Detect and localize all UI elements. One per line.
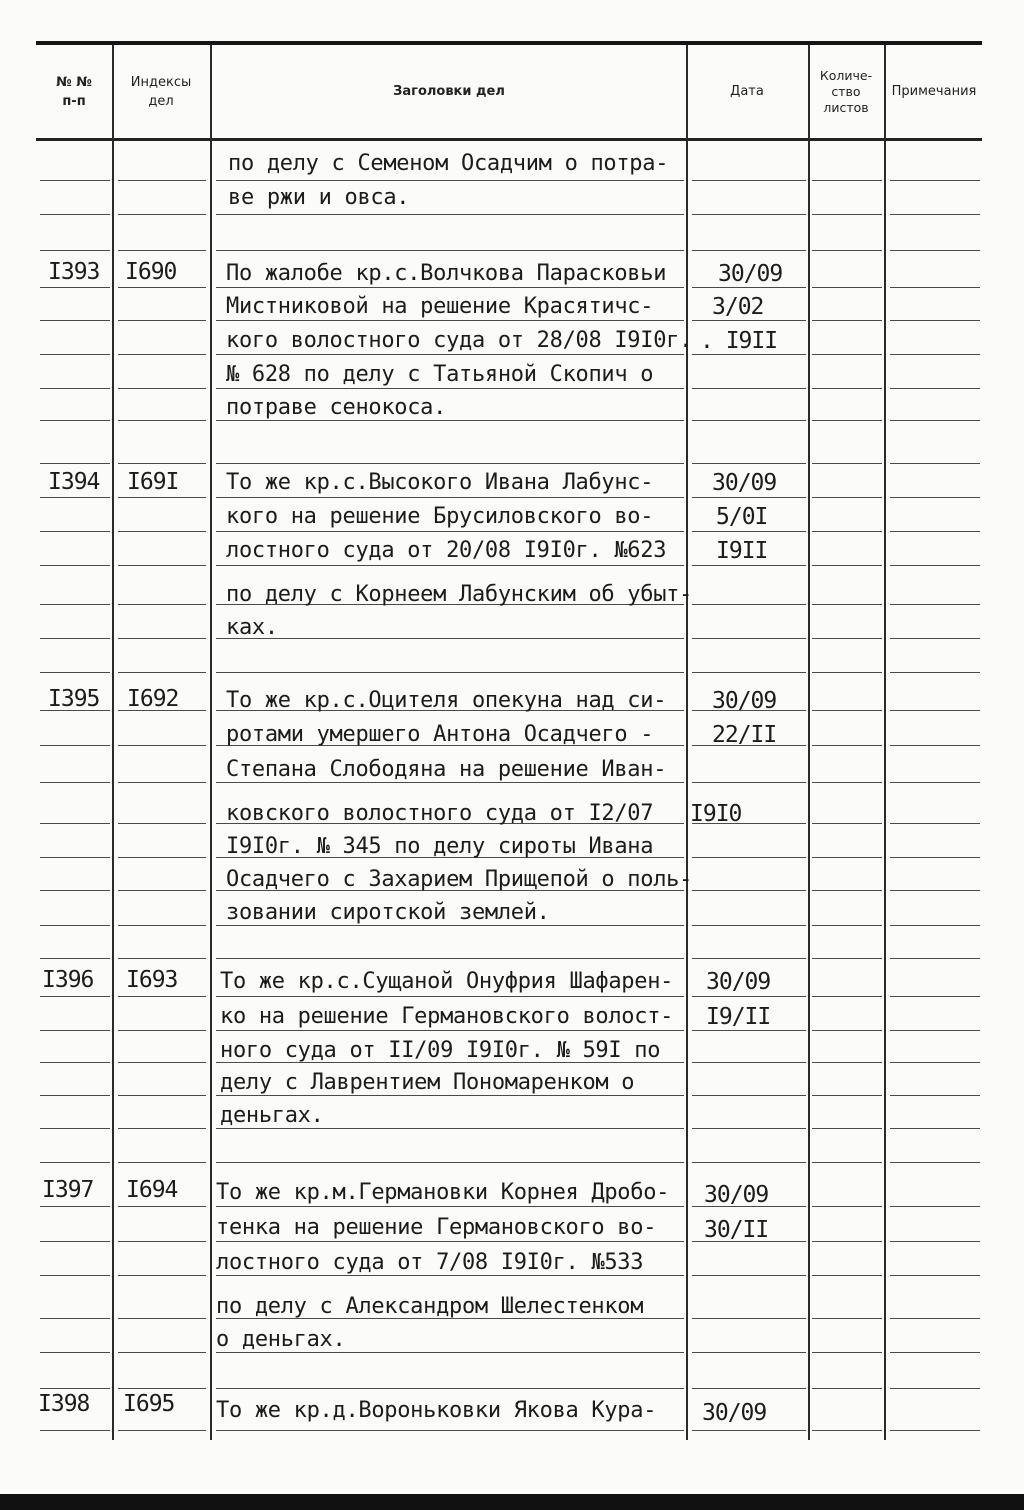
ruled-line (812, 565, 882, 566)
ruled-line (40, 672, 110, 673)
ruled-line (118, 638, 206, 639)
entry-title-line: деньгах. (220, 1103, 324, 1128)
ruled-line (118, 531, 206, 532)
ruled-line (118, 214, 206, 215)
header-number-line2: п-п (62, 93, 86, 109)
entry-title-line: ко на решение Германовского волост- (220, 1004, 674, 1029)
entry-index: I694 (126, 1177, 178, 1203)
header-index (113, 45, 209, 138)
entry-title-line: ках. (226, 615, 278, 640)
entry-title-line: То же кр.м.Германовки Корнея Дробо- (216, 1180, 670, 1205)
entry-number: I398 (38, 1391, 90, 1417)
ruled-line (812, 420, 882, 421)
ruled-line (118, 823, 206, 824)
ruled-line (812, 1275, 882, 1276)
ruled-line (692, 388, 806, 389)
header-index-line1: Индексы (130, 74, 192, 90)
ruled-line (812, 672, 882, 673)
ruled-line (118, 925, 206, 926)
ruled-line (118, 1388, 206, 1389)
entry-title-line: зовании сиротской землей. (226, 900, 550, 925)
entry-title-line: кого на решение Брусиловского во- (226, 504, 654, 529)
ruled-line (118, 565, 206, 566)
scan-bottom-edge (0, 1494, 1024, 1510)
entry-index: I692 (127, 686, 179, 712)
ruled-line (216, 531, 684, 532)
ruled-line (812, 1206, 882, 1207)
ruled-line (40, 890, 110, 891)
ruled-line (40, 354, 110, 355)
ruled-line (890, 354, 980, 355)
ruled-line (216, 638, 684, 639)
ruled-line (812, 1241, 882, 1242)
ruled-line (40, 823, 110, 824)
header-date-label: Дата (730, 84, 764, 99)
ruled-line (40, 1318, 110, 1319)
ruled-line (692, 604, 806, 605)
ruled-line (890, 287, 980, 288)
ruled-line (692, 1318, 806, 1319)
ruled-line (692, 354, 806, 355)
ruled-line (692, 1275, 806, 1276)
ruled-line (890, 996, 980, 997)
entry-index: I695 (123, 1391, 175, 1417)
ruled-line (216, 996, 684, 997)
ruled-line (692, 672, 806, 673)
entry-number: I396 (42, 967, 94, 993)
ruled-line (40, 604, 110, 605)
ruled-line (118, 354, 206, 355)
ruled-line (890, 1206, 980, 1207)
column-line-5 (884, 45, 886, 1440)
ruled-line (890, 925, 980, 926)
ruled-line (812, 1430, 882, 1431)
header-date (688, 45, 806, 138)
entry-title-line: ковского волостного суда от I2/07 (226, 801, 654, 826)
entry-date: 3/02 (712, 294, 764, 320)
ruled-line (118, 890, 206, 891)
ruled-line (890, 823, 980, 824)
ruled-line (812, 320, 882, 321)
ruled-line (890, 1352, 980, 1353)
ruled-line (812, 823, 882, 824)
ruled-line (692, 250, 806, 251)
column-line-3 (686, 45, 688, 1440)
ruled-line (812, 180, 882, 181)
ruled-line (40, 782, 110, 783)
ruled-line (118, 1162, 206, 1163)
entry-date: 30/II (704, 1217, 769, 1243)
ruled-line (890, 1095, 980, 1096)
ruled-line (40, 463, 110, 464)
entry-title-line: I9I0г. № 345 по делу сироты Ивана (226, 834, 654, 859)
header-title-label: Заголовки дел (393, 84, 505, 99)
entry-date: 30/09 (704, 1182, 769, 1208)
entry-number: I393 (48, 259, 100, 285)
ruled-line (692, 782, 806, 783)
ruled-line (40, 250, 110, 251)
ruled-line (692, 1430, 806, 1431)
header-number-line1: № № (56, 74, 92, 90)
ruled-line (40, 320, 110, 321)
ruled-line (692, 420, 806, 421)
ruled-line (40, 857, 110, 858)
ruled-line (40, 1430, 110, 1431)
ruled-line (890, 1162, 980, 1163)
ruled-line (812, 463, 882, 464)
entry-title-line: По жалобе кр.с.Волчкова Парасковьи (226, 261, 667, 286)
entry-date: 30/09 (718, 261, 783, 287)
entry-date: I9II (716, 538, 768, 564)
ruled-line (890, 1388, 980, 1389)
ruled-line (692, 996, 806, 997)
ruled-line (118, 1318, 206, 1319)
ruled-line (40, 388, 110, 389)
ruled-line (890, 180, 980, 181)
ruled-line (118, 1430, 206, 1431)
ruled-line (692, 925, 806, 926)
entry-date: 22/II (712, 722, 777, 748)
ruled-line (692, 214, 806, 215)
ruled-line (890, 250, 980, 251)
ruled-line (216, 497, 684, 498)
header-notes-label: Примечания (891, 84, 977, 99)
entry-date: 30/09 (702, 1400, 767, 1426)
ruled-line (216, 958, 684, 959)
ruled-line (216, 1241, 684, 1242)
header-title (212, 45, 686, 138)
ruled-line (118, 1206, 206, 1207)
ruled-line (890, 638, 980, 639)
ruled-line (40, 1275, 110, 1276)
ruled-line (812, 1095, 882, 1096)
ruled-line (118, 782, 206, 783)
entry-title-line: делу с Лаврентием Пономаренком о (220, 1070, 635, 1095)
ruled-line (40, 638, 110, 639)
ruled-line (890, 782, 980, 783)
entry-title-line: ротами умершего Антона Осадчего - (226, 722, 654, 747)
ruled-line (692, 857, 806, 858)
ruled-line (812, 250, 882, 251)
ruled-line (118, 1128, 206, 1129)
ruled-line (692, 180, 806, 181)
ruled-line (40, 531, 110, 532)
ruled-line (812, 604, 882, 605)
entry-title-line: Степана Слободяна на решение Иван- (226, 757, 667, 782)
ruled-line (812, 1128, 882, 1129)
ruled-line (118, 497, 206, 498)
ruled-line (890, 320, 980, 321)
ruled-line (890, 214, 980, 215)
header-number (36, 45, 112, 138)
entry-number: I397 (42, 1177, 94, 1203)
ruled-line (812, 890, 882, 891)
ruled-line (118, 463, 206, 464)
ruled-line (118, 1241, 206, 1242)
ruled-line (216, 250, 684, 251)
ruled-line (890, 1318, 980, 1319)
ruled-line (118, 1275, 206, 1276)
ruled-line (692, 1388, 806, 1389)
header-notes (886, 45, 982, 138)
ruled-line (692, 531, 806, 532)
ruled-line (890, 463, 980, 464)
ruled-line (812, 388, 882, 389)
ruled-line (216, 672, 684, 673)
entry-title-line: по делу с Корнеем Лабунским об убыт- (226, 582, 693, 607)
ruled-line (812, 1162, 882, 1163)
ruled-line (812, 1352, 882, 1353)
ruled-line (692, 497, 806, 498)
ruled-line (40, 214, 110, 215)
ruled-line (216, 565, 684, 566)
ruled-line (890, 1430, 980, 1431)
ruled-line (692, 565, 806, 566)
ruled-line (40, 1352, 110, 1353)
entry-title-line: о деньгах. (216, 1327, 346, 1352)
ruled-line (812, 857, 882, 858)
ruled-line (890, 1275, 980, 1276)
ruled-line (118, 420, 206, 421)
ruled-line (40, 1206, 110, 1207)
ruled-line (812, 1388, 882, 1389)
column-line-2 (210, 45, 212, 1440)
ruled-line (216, 320, 684, 321)
entry-date: 30/09 (712, 470, 777, 496)
ruled-line (812, 638, 882, 639)
ruled-line (118, 745, 206, 746)
ruled-line (40, 565, 110, 566)
entry-title-line: То же кр.с.Оцителя опекуна над си- (226, 688, 667, 713)
entry-date: . I9II (700, 328, 778, 354)
ruled-line (692, 287, 806, 288)
header-count-line2: ство (831, 83, 861, 99)
continuation-line-1: по делу с Семеном Осадчим о потра- (228, 151, 669, 176)
ruled-line (216, 1162, 684, 1163)
entry-title-line: тенка на решение Германовского во- (216, 1215, 657, 1240)
ruled-line (118, 958, 206, 959)
entry-title-line: лостного суда от 20/08 I9I0г. №623 (226, 538, 667, 563)
ruled-line (812, 287, 882, 288)
entry-title-line: ного суда от II/09 I9I0г. № 59I по (220, 1038, 661, 1063)
ruled-line (890, 857, 980, 858)
header-sheet-count (808, 45, 884, 138)
ruled-line (118, 250, 206, 251)
ruled-line (692, 890, 806, 891)
ruled-line (40, 1388, 110, 1389)
ruled-line (118, 1352, 206, 1353)
ruled-line (692, 1062, 806, 1063)
ruled-line (890, 1128, 980, 1129)
ruled-line (812, 1318, 882, 1319)
ruled-line (890, 710, 980, 711)
entry-number: I395 (48, 686, 100, 712)
ruled-line (40, 1030, 110, 1031)
entry-index: I693 (126, 967, 178, 993)
ruled-line (890, 604, 980, 605)
ruled-line (692, 1352, 806, 1353)
ruled-line (40, 287, 110, 288)
entry-index: I690 (125, 259, 177, 285)
ruled-line (692, 1162, 806, 1163)
ruled-line (890, 1062, 980, 1063)
ruled-line (118, 996, 206, 997)
ruled-line (216, 1206, 684, 1207)
ruled-line (40, 420, 110, 421)
ruled-line (812, 214, 882, 215)
ruled-line (216, 1388, 684, 1389)
header-count-line3: листов (823, 99, 869, 115)
ruled-line (692, 638, 806, 639)
ruled-line (812, 531, 882, 532)
ruled-line (216, 388, 684, 389)
entry-date: I9I0 (690, 801, 742, 827)
ruled-line (40, 1241, 110, 1242)
ruled-line (890, 745, 980, 746)
header-index-line2: дел (148, 93, 174, 109)
ruled-line (812, 710, 882, 711)
ruled-line (692, 958, 806, 959)
header-bottom-rule (36, 138, 982, 141)
entry-date: 30/09 (706, 969, 771, 995)
ruled-line (118, 320, 206, 321)
ruled-line (890, 672, 980, 673)
ruled-line (118, 857, 206, 858)
ruled-line (890, 565, 980, 566)
ruled-line (216, 463, 684, 464)
entry-index: I69I (127, 469, 179, 495)
ruled-line (118, 287, 206, 288)
ruled-line (812, 925, 882, 926)
ruled-line (118, 672, 206, 673)
ruled-line (692, 463, 806, 464)
ruled-line (216, 287, 684, 288)
ruled-line (692, 1095, 806, 1096)
ruled-line (216, 180, 684, 181)
ruled-line (40, 745, 110, 746)
ruled-line (890, 531, 980, 532)
column-line-4 (808, 45, 810, 1440)
ruled-line (118, 1095, 206, 1096)
continuation-line-2: ве ржи и овса. (228, 185, 410, 210)
entry-title-line: То же кр.с.Сущаной Онуфрия Шафарен- (220, 969, 674, 994)
ruled-line (812, 354, 882, 355)
ruled-line (890, 890, 980, 891)
ruled-line (890, 1030, 980, 1031)
ruled-line (890, 497, 980, 498)
ruled-line (890, 958, 980, 959)
ruled-line (890, 420, 980, 421)
ruled-line (40, 1128, 110, 1129)
entry-title-line: То же кр.д.Вороньковки Якова Кура- (216, 1398, 657, 1423)
ruled-line (692, 320, 806, 321)
ruled-line (118, 180, 206, 181)
ruled-line (692, 1030, 806, 1031)
ruled-line (812, 745, 882, 746)
entry-date: 5/0I (716, 504, 768, 530)
ruled-line (40, 996, 110, 997)
ruled-line (216, 1430, 684, 1431)
ruled-line (40, 1162, 110, 1163)
ruled-line (118, 604, 206, 605)
entry-date: 30/09 (712, 688, 777, 714)
entry-title-line: № 628 по делу с Татьяной Скопич о (226, 362, 654, 387)
ruled-line (216, 1030, 684, 1031)
column-line-1 (112, 45, 114, 1440)
entry-title-line: Осадчего с Захарием Прищепой о поль- (226, 867, 693, 892)
ruled-line (118, 388, 206, 389)
ruled-line (890, 388, 980, 389)
ruled-line (812, 497, 882, 498)
ruled-line (812, 782, 882, 783)
ruled-line (216, 214, 684, 215)
entry-title-line: Мистниковой на решение Красятичс- (226, 294, 654, 319)
ruled-line (40, 958, 110, 959)
entry-title-line: То же кр.с.Высокого Ивана Лабунс- (226, 470, 654, 495)
header-count-line1: Количе- (819, 67, 873, 83)
ruled-line (40, 497, 110, 498)
entry-title-line: по делу с Александром Шелестенком (216, 1294, 644, 1319)
ruled-line (118, 1030, 206, 1031)
entry-title-line: лостного суда от 7/08 I9I0г. №533 (216, 1250, 644, 1275)
ruled-line (40, 1095, 110, 1096)
ruled-line (692, 1128, 806, 1129)
ruled-line (118, 1062, 206, 1063)
entry-number: I394 (48, 469, 100, 495)
entry-title-line: потраве сенокоса. (226, 395, 447, 420)
ruled-line (812, 996, 882, 997)
ruled-line (216, 354, 684, 355)
ruled-line (40, 1062, 110, 1063)
entry-title-line: кого волостного суда от 28/08 I9I0г. (226, 328, 693, 353)
ruled-line (812, 958, 882, 959)
ruled-line (40, 925, 110, 926)
ruled-line (812, 1062, 882, 1063)
ruled-line (40, 180, 110, 181)
ruled-line (890, 1241, 980, 1242)
entry-date: I9/II (706, 1004, 771, 1030)
ruled-line (812, 1030, 882, 1031)
